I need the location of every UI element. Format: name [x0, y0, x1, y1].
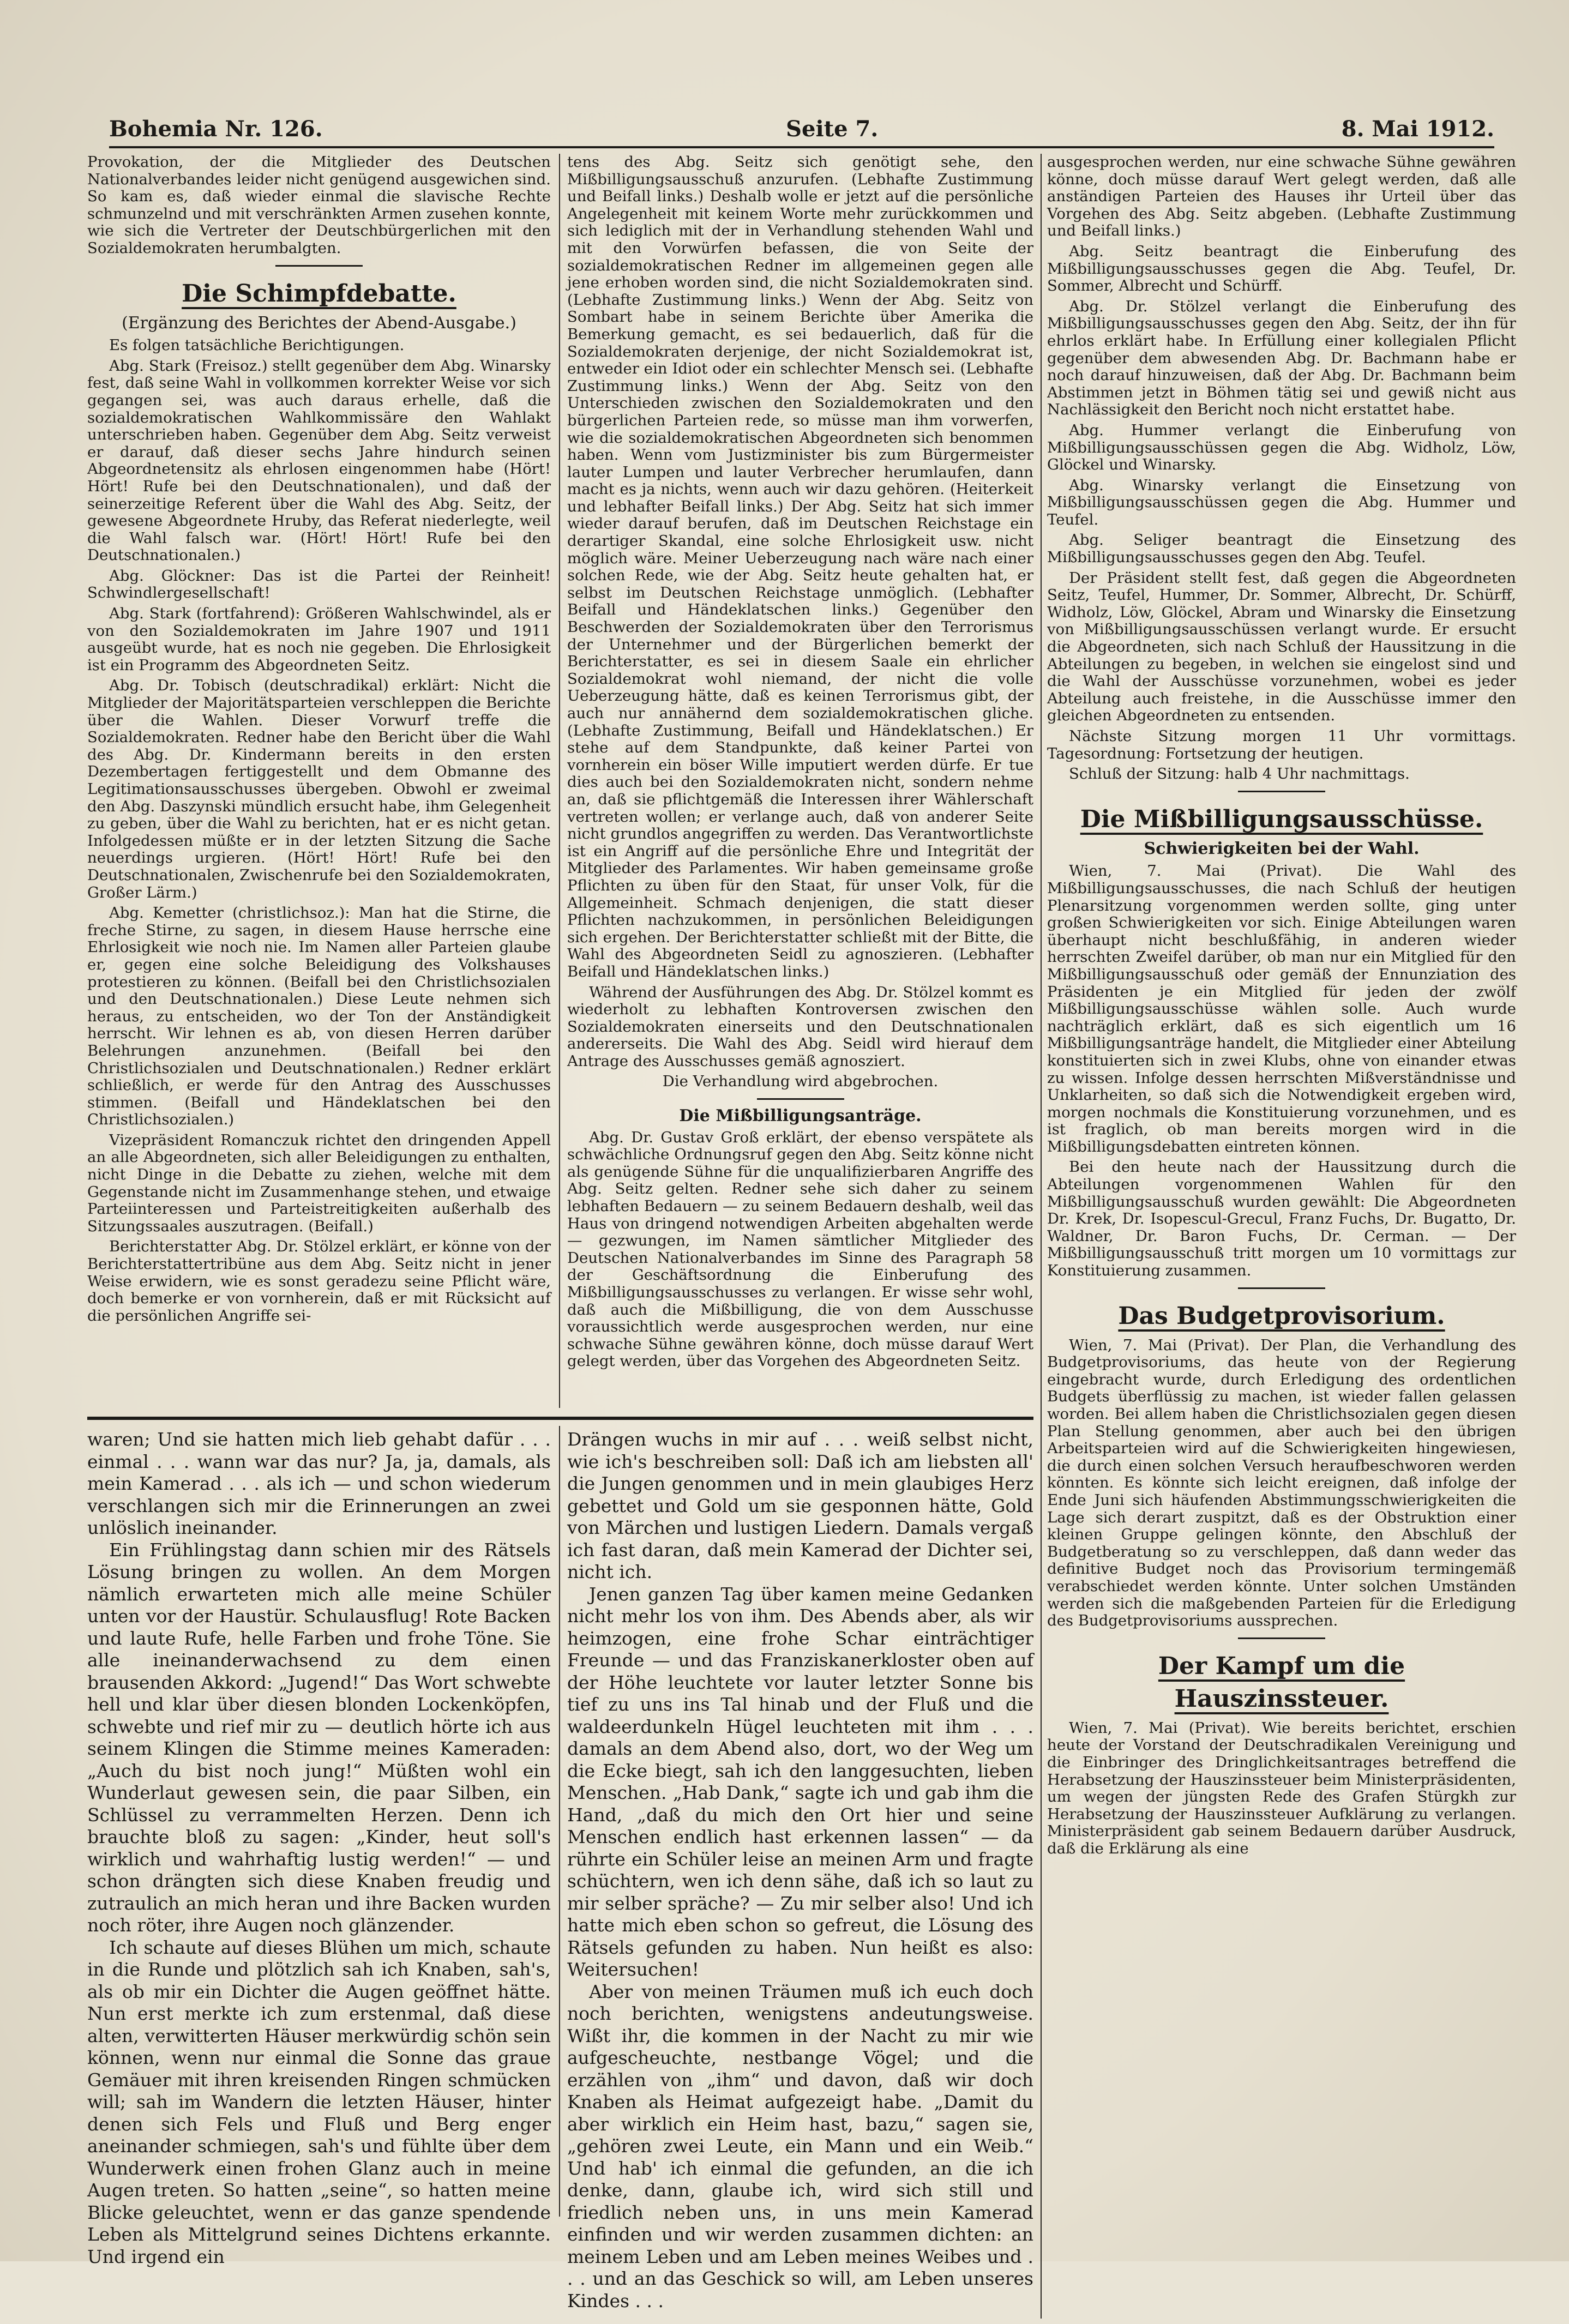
- paragraph: Es folgen tatsächliche Berichtigungen.: [109, 336, 405, 354]
- paragraph: waren; Und sie hatten mich lieb gehabt dafür . . . einmal . . . wann war das nur? Ja, ja, damals, als mein Kamerad . . . als ich — und schon wiederum verschlangen sich mir die Erinnerungen an zwei unlöslich ineinander.: [87, 1429, 551, 1538]
- column-rule: [1041, 154, 1042, 2319]
- paragraph: Abg. Seliger beantragt die Einsetzung des Mißbilligungsausschusses gegen den Abg. Teufel.: [1047, 531, 1516, 567]
- paragraph: Abg. Dr. Stölzel verlangt die Einberufung des Mißbilligungsausschusses gegen den Abg. Seitz, der ihn für ehrlos erklärt habe. In Erfüllung einer kollegialen Pflicht gegenüber dem abwesenden Abg. Dr. Bachmann habe er noch darauf hinzuweisen, daß der Abg. Dr. Bachmann beim Abstimmen jetzt in Böhmen tätig sei und gewiß nicht aus Nachlässigkeit den Bericht noch nicht erstattet habe.: [1047, 297, 1516, 419]
- divider: [1238, 1287, 1325, 1289]
- paragraph: tens des Abg. Seitz sich genötigt sehe, den Mißbilligungsausschuß anzurufen. (Lebhafte Zustimmung und Beifall links.) Deshalb wolle er jetzt auf die persönliche Angelegenheit mit keinem Worte mehr zurückkommen und sich lediglich mit der in Verhandlung stehenden Wahl und mit den Vorwürfen befassen, die von Seite der sozialdemokratischen Redner im allgemeinen gegen alle jene erhoben worden sind, die nicht Sozialdemokraten sind. (Lebhafte Zustimmung links.) Wenn der Abg. Seitz von Sombart habe in seinem Berichte über Amerika die Bemerkung gemacht, es sei bedauerlich, daß für die Sozialdemokraten derjenige, der nicht Sozialdemokrat ist, entweder ein Idiot oder ein schlechter Mensch sei. (Lebhafte Zustimmung links.) Wenn der Abg. Seitz von den Unterschieden zwischen den Sozialdemokraten und den bürgerlichen Parteien rede, so müsse man ihm vorwerfen, wie die sozialdemokratischen Abgeordneten sich benommen haben. Wenn vom Justizminister bis zum Bürgermeister lauter Lumpen und lauter Verbrecher herumlaufen, dann macht es ja nichts, wenn auch wir dazu gehören. (Heiterkeit und lebhafter Beifall links.) Der Abg. Seitz hat sich immer wieder darauf berufen, daß im Deutschen Reichstage ein derartiger Skandal, eine solche Ehrlosigkeit usw. nicht möglich wäre. Meiner Ueberzeugung nach wäre nach einer solchen Rede, wie der Abg. Seitz heute gehalten hat, er selbst im Deutschen Reichstage unmöglich. (Lebhafter Beifall und Händeklatschen links.) Gegenüber den Beschwerden der Sozialdemokraten über den Terrorismus der Unternehmer und der Bürgerlichen bemerkt der Berichterstatter, es sei in diesem Saale ein ehrlicher Sozialdemokrat wohl niemand, der nicht die volle Ueberzeugung hätte, daß es keinen Terrorismus gibt, der auch nur annähernd dem sozialdemokratischen gliche. (Lebhafte Zustimmung, Beifall und Händeklatschen.) Er stehe auf dem Standpunkte, daß keiner Partei von vornherein ein böser Wille imputiert werden dürfe. Er tue dies auch bei den Sozialdemokraten nicht, sondern nehme an, daß sie pflichtgemäß die Interessen ihrer Wählerschaft vertreten wollen; er verlange auch, daß von anderer Seite nicht grundlos angegriffen zu werden. Das Verantwortlichste ist ein Angriff auf die persönliche Ehre und Integrität der Mitglieder des Parlamentes. Wir haben gemeinsame große Pflichten zu üben für den Staat, für unser Volk, für die Allgemeinheit. Schmach denjenigen, die statt dieser Pflichten nachzukommen, in persönlichen Beleidigungen sich ergehen. Der Berichterstatter schließt mit der Bitte, die Wahl des Abgeordneten Seidl zu agnoszieren. (Lebhafter Beifall und Händeklatschen links.): [567, 153, 1033, 980]
- divider: [757, 1098, 844, 1100]
- header-rule: [109, 146, 1494, 148]
- paragraph: Vizepräsident Romanczuk richtet den dringenden Appell an alle Abgeordneten, sich aller Beleidigungen zu enthalten, nicht Dinge in die Debatte zu ziehen, welche mit dem Gegenstande nicht im Zusammenhange stehen, und etwaige Parteiinteressen und Parteistreitigkeiten außerhalb des Sitzungssaales auszutragen. (Beifall.): [87, 1131, 551, 1235]
- paragraph: Abg. Glöckner: Das ist die Partei der Reinheit! Schwindlergesellschaft!: [87, 567, 551, 602]
- divider: [1238, 1637, 1325, 1639]
- section-heading-hauszinssteuer: Der Kampf um die Hauszinssteuer.: [1158, 1652, 1405, 1713]
- column-2: [567, 154, 1033, 1402]
- divider: [275, 265, 363, 267]
- section-heading-schimpfdebatte: Die Schimpfdebatte.: [182, 279, 456, 308]
- paragraph: Abg. Seitz beantragt die Einberufung des Mißbilligungsausschusses gegen die Abg. Teufel, Dr. Sommer, Albrecht und Schürff.: [1047, 242, 1516, 295]
- paragraph: Abg. Stark (Freisoz.) stellt gegenüber dem Abg. Winarsky fest, daß seine Wahl in vollkommen korrekter Weise vor sich gegangen sei, was auch daraus erhelle, daß die sozialdemokratischen Wahlkommissäre den Wahlakt unterschrieben haben. Gegenüber dem Abg. Seitz verweist er darauf, daß dieser sechs Jahre hindurch seinen Abgeordnetensitz als ehrlosen eingenommen habe (Hört! Hört! Rufe bei den Deutschnationalen), und daß der seinerzeitige Referent über die Wahl des Abg. Seitz, der gewesene Abgeordnete Hruby, das Referat niederlegte, weil die Wahl falsch war. (Hört! Hört! Rufe bei den Deutschnationalen.): [87, 357, 551, 564]
- feuilleton-column-1: [87, 1429, 551, 2267]
- paragraph: Bei den heute nach der Haussitzung durch die Abteilungen vorgenommenen Wahlen für den Mißbilligungsausschuß wurden gewählt: Die Abgeordneten Dr. Krek, Dr. Isopescul-Grecul, Franz Fuchs, Dr. Bugatto, Dr. Waldner, Dr. Baron Fuchs, Dr. Cerman. — Der Mißbilligungsausschuß tritt morgen um 10 vormittags zur Konstituierung zusammen.: [1047, 1158, 1516, 1280]
- feuilleton-rule: [87, 1417, 1033, 1420]
- column-3: [1047, 154, 1516, 2324]
- paragraph: Wien, 7. Mai (Privat). Die Wahl des Mißbilligungsausschusses, die nach Schluß der heutigen Plenarsitzung vorgenommen werden sollte, ging unter großen Schwierigkeiten vor sich. Einige Abteilungen waren überhaupt nicht beschlußfähig, in anderen wieder herrschten Zweifel darüber, ob man nur ein Mitglied für den Mißbilligungsausschuß oder gemäß der Ennunziation des Präsidenten je ein Mitglied für jeden der zwölf Mißbilligungsausschüsse wählen solle. Auch wurde nachträglich erklärt, daß es sich eigentlich um 16 Mißbilligungsanträge handelt, die Mitglieder einer Abteilung konstituierten sich in zwei Klubs, ohne von einander etwas zu wissen. Infolge dessen herrschten Mißverständnisse und Unklarheiten, so daß sich die Notwendigkeit ergeben wird, morgen nochmals die Konstituierung vorzunehmen, und es ist fraglich, ob man bereits morgen wird in die Mißbilligungsdebatten eintreten können.: [1047, 862, 1516, 1155]
- paragraph: Abg. Dr. Tobisch (deutschradikal) erklärt: Nicht die Mitglieder der Majoritätsparteien verschleppen die Berichte über die Wahlen. Dieser Vorwurf treffe die Sozialdemokraten. Redner habe den Bericht über die Wahl des Abg. Dr. Kindermann bereits in den ersten Dezembertagen fertiggestellt und dem Obmanne des Legitimationsausschusses übergeben. Obwohl er zweimal den Abg. Daszynski mündlich ersucht habe, ihm Gelegenheit zu geben, über die Wahl zu berichten, hat er es nicht getan. Infolgedessen müßte er in der letzten Sitzung die Sache neuerdings urgieren. (Hört! Hört! Rufe bei den Deutschnationalen, Zwischenrufe bei den Sozialdemokraten, Großer Lärm.): [87, 677, 551, 901]
- feuilleton-column-2: [567, 1429, 1033, 2311]
- column-rule: [559, 154, 560, 1408]
- section-heading-budgetprovisorium: Das Budgetprovisorium.: [1118, 1302, 1445, 1330]
- paragraph: Schluß der Sitzung: halb 4 Uhr nachmittags.: [1069, 765, 1410, 783]
- paragraph: Nächste Sitzung morgen 11 Uhr vormittags. Tagesordnung: Fortsetzung der heutigen.: [1047, 727, 1516, 762]
- header-date: 8. Mai 1912.: [1341, 116, 1494, 142]
- paragraph: Abg. Stark (fortfahrend): Größeren Wahlschwindel, als er von den Sozialdemokraten im Jahre 1907 und 1911 ausgeübt wurde, hat es noch nie gegeben. Die Ehrlosigkeit ist ein Programm des Abgeordneten Seitz.: [87, 605, 551, 674]
- header-page-number: Seite 7.: [786, 116, 879, 142]
- paragraph: Berichterstatter Abg. Dr. Stölzel erklärt, er könne von der Berichterstattertribüne aus dem Abg. Seitz nicht in jener Weise erwidern, wie es sonst geradezu seine Pflicht wäre, doch bemerke er von vornherein, daß er mit Rücksicht auf die persönlichen Angriffe sei-: [87, 1238, 551, 1324]
- column-1: [87, 154, 551, 1413]
- paragraph: Während der Ausführungen des Abg. Dr. Stölzel kommt es wiederholt zu lebhaften Kontroversen zwischen den Sozialdemokraten einerseits und den Deutschnationalen andererseits. Die Wahl des Abg. Seidl wird hierauf dem Antrage des Ausschusses gemäß agnosziert.: [567, 983, 1033, 1070]
- article-intro: Provokation, der die Mitglieder des Deutschen Nationalverbandes leider nicht genügend ausgewichen sind. So kam es, daß wieder einmal die slavische Rechte schmunzelnd und mit verschränkten Armen zusehen konnte, wie sich die Vertreter der Deutschbürgerlichen mit den Sozialdemokraten herumbalgten.: [87, 153, 551, 257]
- paragraph: Der Präsident stellt fest, daß gegen die Abgeordneten Seitz, Teufel, Hummer, Dr. Sommer, Albrecht, Dr. Schürff, Widholz, Löw, Glöckel, Abram und Winarsky die Einsetzung von Mißbilligungsausschüssen verlangt wurde. Er ersucht die Abgeordneten, sich nach Schluß der Haussitzung in die Abteilungen zu begeben, in welchen sie eingelost sind und die Wahl der Ausschüsse vorzunehmen, wobei es jeder Abteilung auch freistehe, in die Ausschüsse immer den gleichen Abgeordneten zu entsenden.: [1047, 569, 1516, 725]
- paragraph: Abg. Winarsky verlangt die Einsetzung von Mißbilligungsausschüssen gegen die Abg. Hummer und Teufel.: [1047, 476, 1516, 528]
- paragraph: ausgesprochen werden, nur eine schwache Sühne gewähren könne, doch müsse darauf Wert gelegt werden, daß alle anständigen Parteien des Hauses ihr Urteil über das Vorgehen des Abg. Seitz abgeben. (Lebhafte Zustimmung und Beifall links.): [1047, 153, 1516, 240]
- divider: [1238, 791, 1325, 792]
- column-rule: [559, 1426, 560, 2217]
- paragraph: Die Verhandlung wird abgebrochen.: [662, 1073, 939, 1091]
- section-heading-missbilligungsausschuesse: Die Mißbilligungsausschüsse.: [1080, 805, 1483, 833]
- page-header: [109, 109, 1494, 142]
- paragraph: Aber von meinen Träumen muß ich euch doch noch berichten, wenigstens andeutungsweise. Wißt ihr, die kommen in der Nacht zu mir wie aufgescheuchte, nestbange Vögel; und die erzählen von „ihm“ und davon, daß wir doch Knaben als Heimat aufgezeigt habe. „Damit du aber wirklich ein Heim hast, bazu,“ sagen sie, „gehören zwei Leute, ein Mann und ein Weib.“ Und hab' ich einmal die gefunden, an die ich denke, dann, glaube ich, wird sich still und friedlich neben uns, in uns mein Kamerad einfinden und wir werden zusammen dichten: an meinem Leben und am Leben meines Weibes und . . . und an das Geschick so will, am Leben unseres Kindes . . .: [567, 1980, 1033, 2311]
- section-subheading: (Ergänzung des Berichtes der Abend-Ausgabe.): [122, 313, 516, 333]
- paragraph: Jenen ganzen Tag über kamen meine Gedanken nicht mehr los von ihm. Des Abends aber, als wir heimzogen, eine frohe Schar einträchtiger Freunde — und das Franziskanerkloster oben auf der Höhe leuchtete vor lauter letzter Sonne bis tief zu uns ins Tal hinab und der Fluß und die waldeerdunkeln Hügel leuchteten mit ihm . . . damals an dem Abend also, dort, wo der Weg um die Ecke biegt, sah ich den langgesuchten, lieben Menschen. „Hab Dank,“ sagte ich und gab ihm die Hand, „daß du mich den Ort hier und seine Menschen endlich hast erkennen lassen“ — da rührte ein Schüler leise an meinen Arm und fragte schüchtern, wen ich denn sähe, daß ich so laut zu mir selber spräche? — Zu mir selber also! Und ich hatte mich eben schon so gefreut, die Lösung des Rätsels gefunden zu haben. Nun heißt es also: Weitersuchen!: [567, 1583, 1033, 1980]
- section-subheading: Schwierigkeiten bei der Wahl.: [1144, 839, 1420, 858]
- paragraph: Wien, 7. Mai (Privat). Der Plan, die Verhandlung des Budgetprovisoriums, das heute von der Regierung eingebracht wurde, durch Erledigung des ordentlichen Budgets überflüssig zu machen, ist wieder fallen gelassen worden. Bei allem haben die Christlichsozialen gegen diesen Plan Stellung genommen, aber auch bei den übrigen Arbeitsparteien wird auf die Schwierigkeiten hingewiesen, die durch einen solchen Versuch heraufbeschworen werden könnten. Es könnte sich leicht ereignen, daß infolge der Ende Juni sich häufenden Abstimmungsschwierigkeiten die Lage sich derart zuspitzt, daß es der Obstruktion einer kleinen Gruppe gelingen könnte, den Abschluß der Budgetberatung so zu verschleppen, daß dann weder das definitive Budget noch das Provisorium termingemäß verabschiedet werden könnte. Unter solchen Umständen werden sich die maßgebenden Parteien für die Erledigung des Budgetprovisoriums aussprechen.: [1047, 1336, 1516, 1630]
- paragraph: Abg. Hummer verlangt die Einberufung von Mißbilligungsausschüssen gegen die Abg. Widholz, Löw, Glöckel und Winarsky.: [1047, 421, 1516, 474]
- paragraph: Wien, 7. Mai (Privat). Wie bereits berichtet, erschien heute der Vorstand der Deutschradikalen Vereinigung und die Einbringer des Dringlichkeitsantrages betreffend die Herabsetzung der Hauszinssteuer beim Ministerpräsidenten, um wegen der jüngsten Rede des Grafen Stürgkh zur Herabsetzung der Hauszinssteuer Aufklärung zu verlangen. Ministerpräsident gab seinem Bedauern darüber Ausdruck, daß die Erklärung als eine: [1047, 1719, 1516, 1857]
- paragraph: Drängen wuchs in mir auf . . . weiß selbst nicht, wie ich's beschreiben soll: Daß ich am liebsten all' die Jungen genommen und in mein glaubiges Herz gebettet und Gold um sie gesponnen hätte, Gold von Märchen und lustigen Liedern. Damals vergaß ich fast daran, daß mein Kamerad der Dichter sei, nicht ich.: [567, 1429, 1033, 1582]
- paragraph: Abg. Dr. Gustav Groß erklärt, der ebenso verspätete als schwächliche Ordnungsruf gegen den Abg. Seitz könne nicht als genügende Sühne für die unqualifizierbaren Angriffe des Abg. Seitz gelten. Redner sehe sich daher zu seinem lebhaften Bedauern — zu seinem Bedauern deshalb, weil das Haus von dringend notwendigen Arbeiten abgehalten werde — gezwungen, im Namen sämtlicher Mitglieder des Deutschen Nationalverbandes im Sinne des Paragraph 58 der Geschäftsordnung die Einberufung des Mißbilligungsausschusses zu verlangen. Er wisse sehr wohl, daß auch die Mißbilligung, die von dem Ausschusse voraussichtlich werde ausgesprochen werden, nur eine schwache Sühne gewähren könne, doch müsse darauf Wert gelegt werden, über das Vorgehen des Abgeordneten Seitz.: [567, 1128, 1033, 1370]
- paragraph: Abg. Kemetter (christlichsoz.): Man hat die Stirne, die freche Stirne, zu sagen, in diesem Hause herrsche eine Ehrlosigkeit wie noch nie. Im Namen aller Parteien glaube er, gegen eine solche Beleidigung des Volkshauses protestieren zu können. (Beifall bei den Christlichsozialen und den Deutschnationalen.) Diese Leute nehmen sich heraus, zu entscheiden, wo der Ton der Anständigkeit herrscht. Wir lehnen es ab, von diesen Herren darüber Belehrungen anzunehmen. (Beifall bei den Christlichsozialen und Deutschnationalen.) Redner erklärt schließlich, er werde für den Antrag des Ausschusses stimmen. (Beifall und Händeklatschen bei den Christlichsozialen.): [87, 904, 551, 1129]
- paragraph: Ich schaute auf dieses Blühen um mich, schaute in die Runde und plötzlich sah ich Knaben, sah's, als ob mir ein Dichter die Augen geöffnet hätte. Nun erst merkte ich zum erstenmal, daß diese alten, verwitterten Häuser merkwürdig schön sein können, wenn nur einmal die Sonne das graue Gemäuer mit ihren kreisenden Ringen schmücken will; sah im Wandern die letzten Häuser, hinter denen sich Fels und Fluß und Berg enger aneinander schmiegen, sah's und fühlte über dem Wunderwerk einen frohen Glanz auch in meine Augen treten. So hatten „seine“, so hatten meine Blicke geleuchtet, wenn er das ganze spendende Leben als Mittelgrund seines Dichtens erkannte. Und irgend ein: [87, 1936, 551, 2267]
- section-heading-missbilligungsantraege: Die Mißbilligungsanträge.: [679, 1106, 922, 1126]
- paragraph: Ein Frühlingstag dann schien mir des Rätsels Lösung bringen zu wollen. An dem Morgen nämlich erwarteten mich alle meine Schüler unten vor der Haustür. Schulausflug! Rote Backen und laute Rufe, helle Farben und frohe Töne. Sie alle ineinanderwachsend zu dem einen brausenden Akkord: „Jugend!“ Das Wort schwebte hell und klar über diesen blonden Lockenköpfen, schwebte und rief mir zu — deutlich hörte ich aus seinem Klingen die Stimme meines Kameraden: „Auch du bist noch jung!“ Müßten wohl ein Wunderlaut gewesen sein, die paar Silben, ein Schlüssel zu verrammelten Herzen. Denn ich brauchte bloß zu sagen: „Kinder, heut soll's wirklich und wahrhaftig lustig werden!“ — und schon drängten sich diese Knaben freudig und zutraulich an mich heran und ihre Backen wurden noch röter, ihre Augen noch glänzender.: [87, 1539, 551, 1936]
- header-paper-issue: Bohemia Nr. 126.: [109, 116, 323, 142]
